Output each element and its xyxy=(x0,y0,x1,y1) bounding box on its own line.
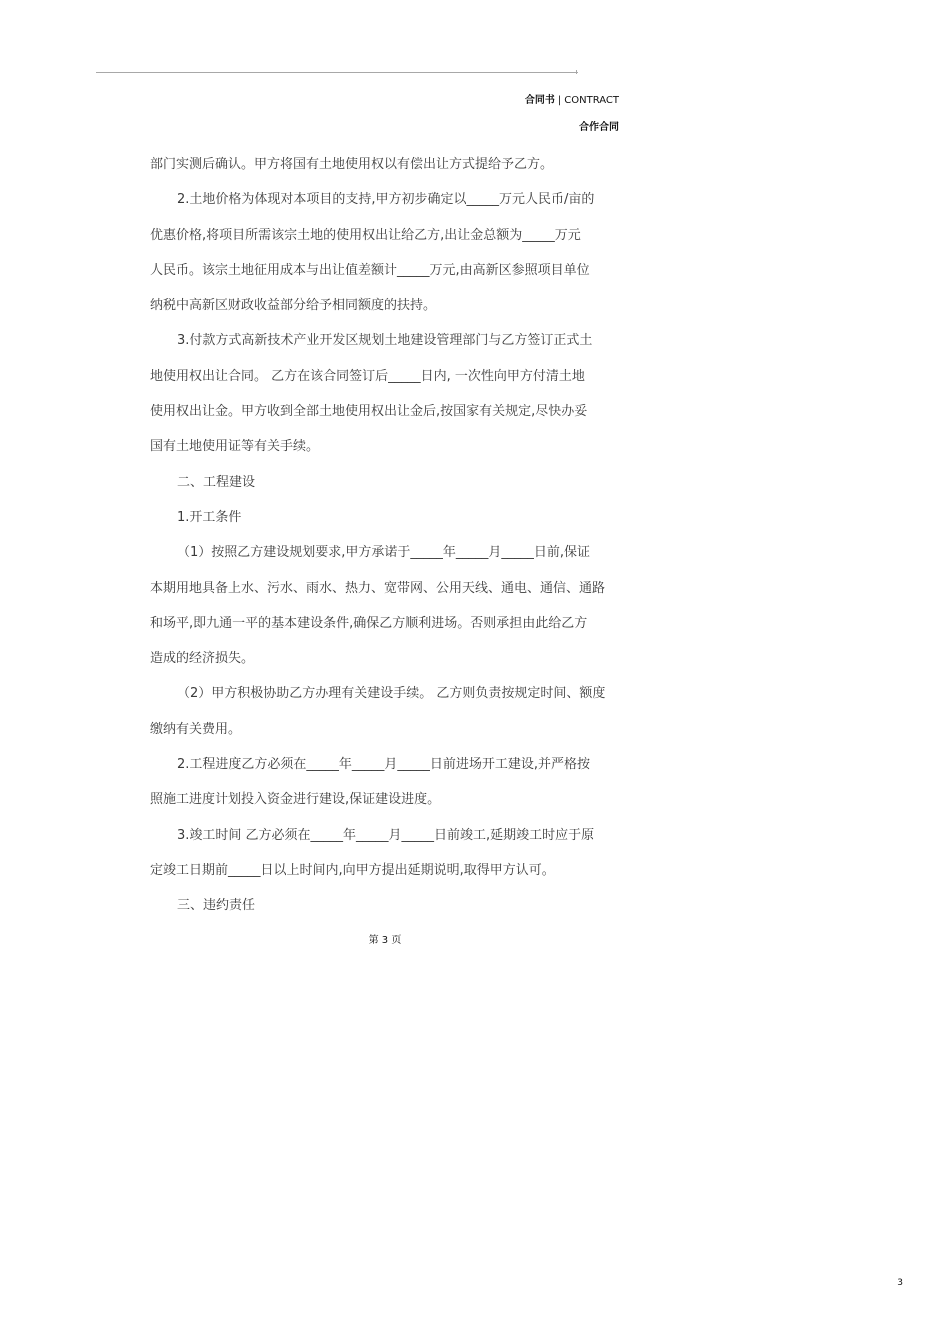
paragraph-line: 二、工程建设 xyxy=(177,474,256,490)
paragraph-line: 本期用地具备上水、污水、雨水、热力、宽带网、公用天线、通电、通信、通路 xyxy=(150,580,606,596)
paragraph-line: 2.工程进度乙方必须在_____年_____月_____日前进场开工建设,并严格按 xyxy=(177,757,591,773)
paragraph-line: 地使用权出让合同。 乙方在该合同签订后_____日内, 一次性向甲方付清土地 xyxy=(150,368,585,384)
paragraph-line: 人民币。该宗土地征用成本与出让值差额计_____万元,由高新区参照项目单位 xyxy=(150,262,590,278)
paragraph-line: 2.土地价格为体现对本项目的支持,甲方初步确定以_____万元人民币/亩的 xyxy=(177,192,595,208)
page-label: 第 3 页 xyxy=(368,935,402,946)
header-rule-end xyxy=(576,70,577,74)
header-subtitle: 合作合同 xyxy=(579,122,619,133)
paragraph-line: 和场平,即九通一平的基本建设条件,确保乙方顺利进场。否则承担由此给乙方 xyxy=(150,615,588,631)
header-separator: | xyxy=(557,95,562,106)
paragraph-line: 3.竣工时间 乙方必须在_____年_____月_____日前竣工,延期竣工时应于原 xyxy=(177,827,595,843)
header-title-cn: 合同书 xyxy=(524,95,555,106)
paragraph-line: 缴纳有关费用。 xyxy=(150,721,242,737)
document-body xyxy=(150,147,630,924)
page-number: 3 xyxy=(897,1278,903,1288)
paragraph-line: 定竣工日期前_____日以上时间内,向甲方提出延期说明,取得甲方认可。 xyxy=(150,862,555,878)
header-rule xyxy=(96,72,578,73)
paragraph-line: （1）按照乙方建设规划要求,甲方承诺于_____年_____月_____日前,保证 xyxy=(177,545,591,561)
paragraph-line: 造成的经济损失。 xyxy=(150,651,255,667)
paragraph-line: 纳税中高新区财政收益部分给予相同额度的扶持。 xyxy=(150,298,437,314)
paragraph-line: 三、违约责任 xyxy=(177,898,256,914)
paragraph-line: 部门实测后确认。甲方将国有土地使用权以有偿出让方式提给予乙方。 xyxy=(150,157,554,172)
header-title xyxy=(525,94,619,108)
paragraph-line: 优惠价格,将项目所需该宗土地的使用权出让给乙方,出让金总额为_____万元 xyxy=(150,227,581,243)
paragraph-line: 1.开工条件 xyxy=(177,509,242,525)
paragraph-line: 3.付款方式高新技术产业开发区规划土地建设管理部门与乙方签订正式土 xyxy=(177,333,593,349)
header-title-en: CONTRACT xyxy=(564,95,619,106)
paragraph-line: （2）甲方积极协助乙方办理有关建设手续。 乙方则负责按规定时间、额度 xyxy=(177,686,606,702)
paragraph-line: 使用权出让金。甲方收到全部土地使用权出让金后,按国家有关规定,尽快办妥 xyxy=(150,404,588,420)
paragraph-line: 国有土地使用证等有关手续。 xyxy=(150,439,320,455)
paragraph-line: 照施工进度计划投入资金进行建设,保证建设进度。 xyxy=(150,792,441,808)
